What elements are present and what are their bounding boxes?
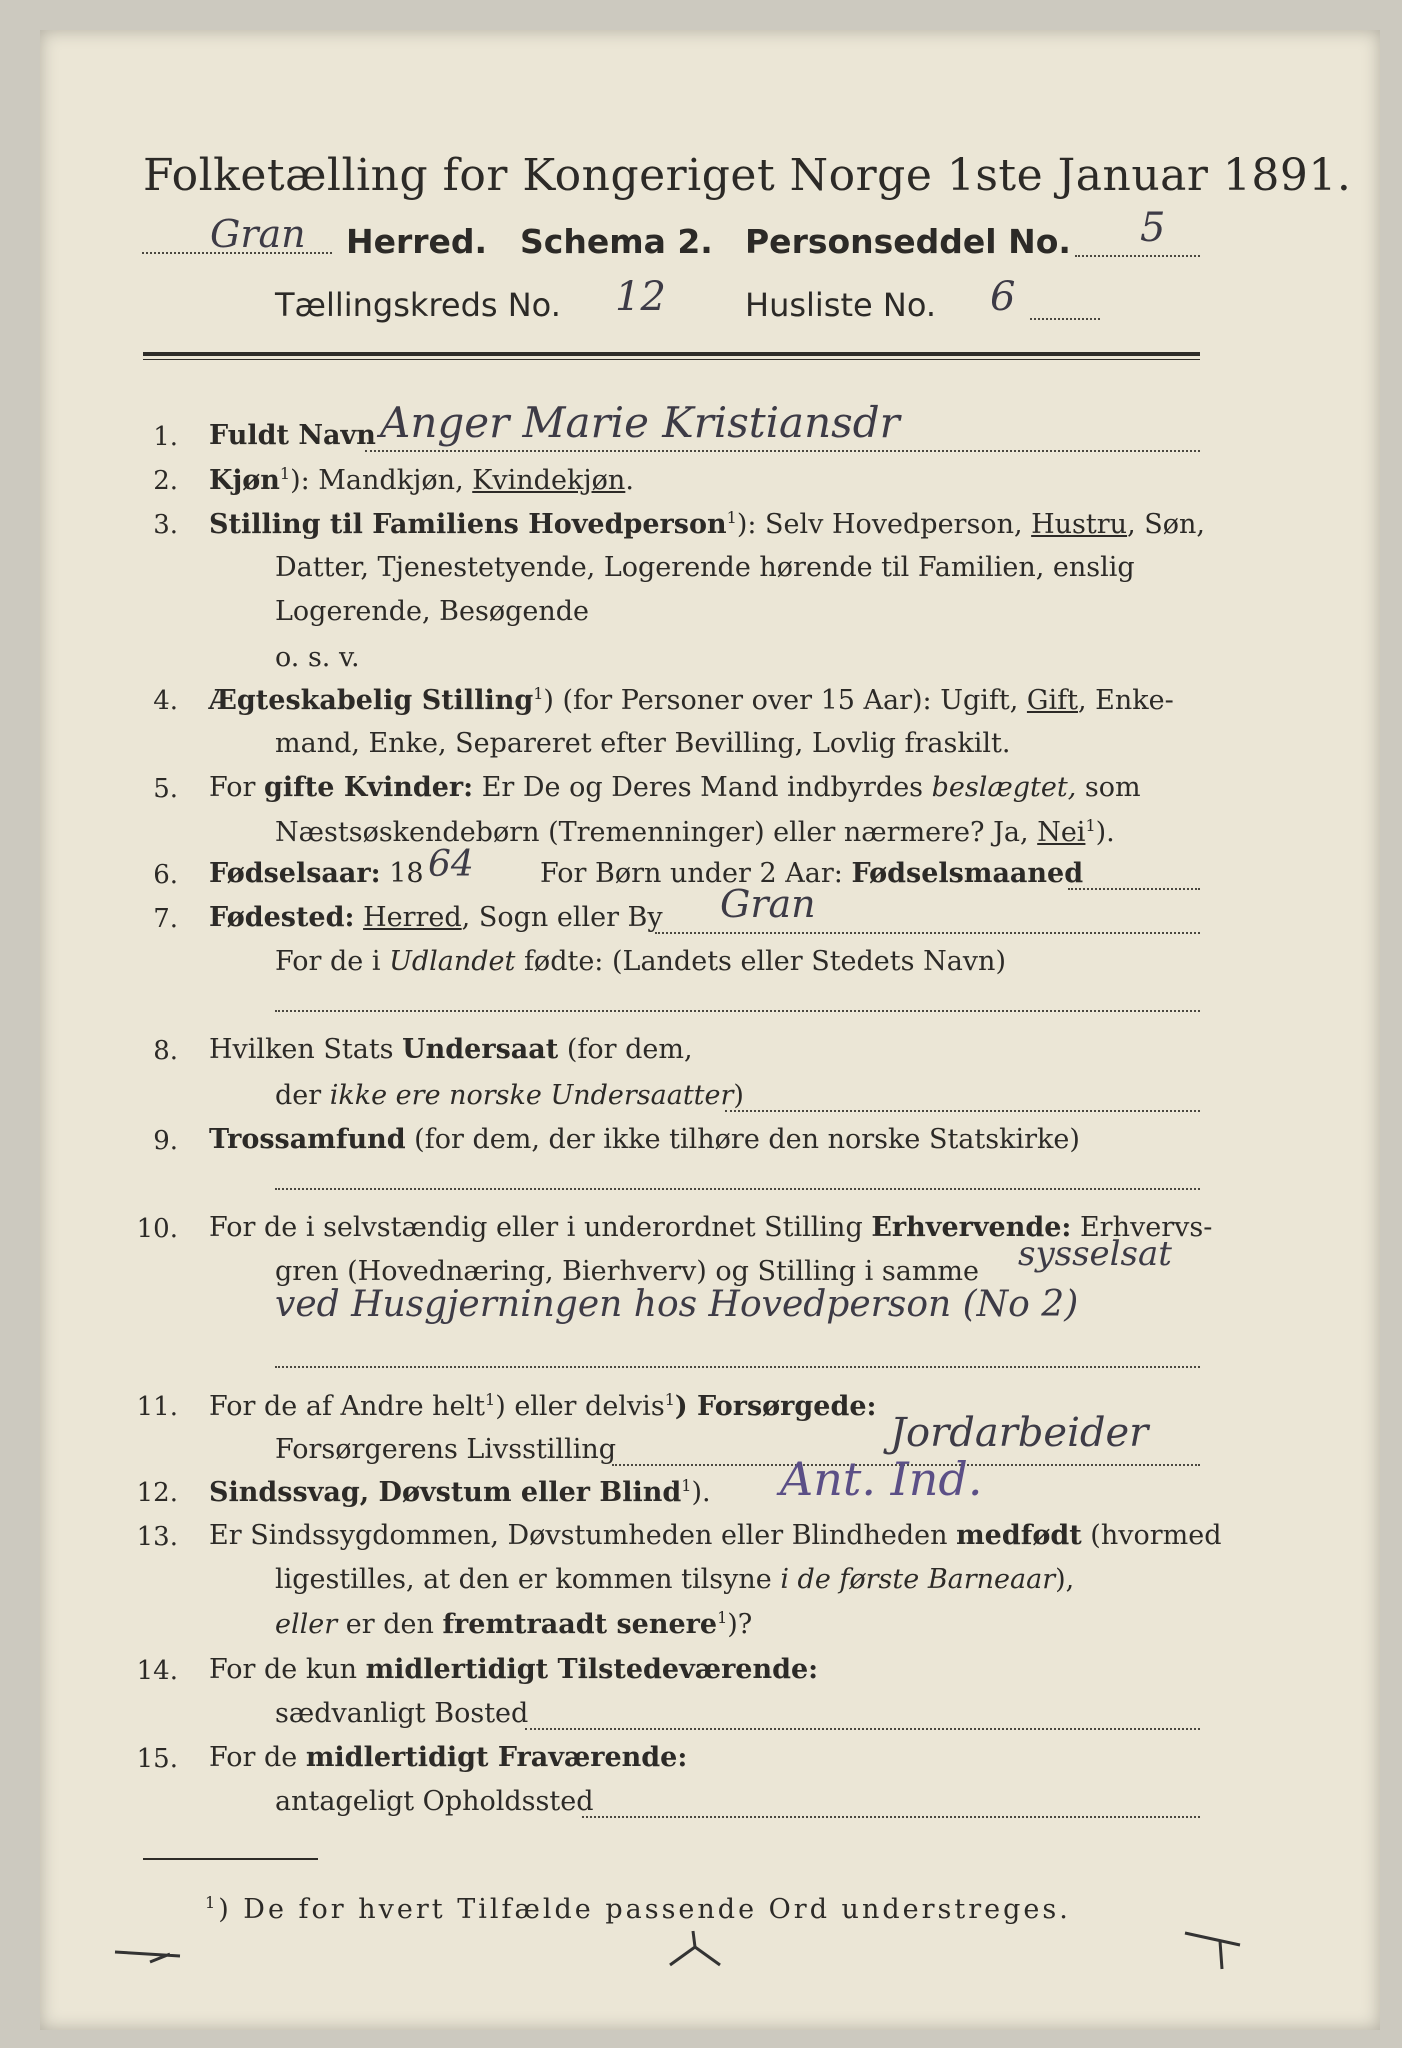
q6-year-prefix: 18 — [389, 858, 424, 889]
q13-post: (hvormed — [1081, 1520, 1222, 1551]
q5-pre: For — [209, 772, 265, 803]
q13-line2-post: ), — [1055, 1564, 1075, 1595]
q11-mid: ) eller delvis — [495, 1391, 665, 1422]
q14-dotted-line — [525, 1728, 1200, 1730]
q13-pre: Er Sindssygdommen, Døvstumheden eller Blindheden — [209, 1520, 957, 1551]
q15-line1 — [209, 1742, 687, 1773]
header-rule-thin — [143, 359, 1200, 360]
q6-label2: Fødselsmaaned — [851, 858, 1084, 889]
q8-pre: Hvilken Stats — [209, 1034, 403, 1065]
q12-value: Ant. Ind. — [780, 1452, 983, 1506]
husliste-value: 6 — [990, 274, 1016, 320]
form-title: Folketælling for Kongeriget Norge 1ste Januar 1891. — [143, 150, 1352, 201]
q3-line2: Datter, Tjenestetyende, Logerende hørende til Familien, enslig — [275, 552, 1135, 583]
q15-dotted-line — [582, 1816, 1200, 1818]
personseddel-label: Personseddel No. — [745, 222, 1071, 261]
corner-mark-center — [660, 1925, 730, 1975]
q5-post: som — [1076, 772, 1141, 803]
q8-post: (for dem, — [558, 1034, 693, 1065]
q14-pre: For de kun — [209, 1654, 366, 1685]
q13-line2 — [275, 1564, 1074, 1595]
q4-label: Ægteskabelig Stilling — [209, 685, 534, 716]
herred-label: Herred. — [346, 222, 488, 261]
q11-label: ) Forsørgede: — [674, 1391, 877, 1422]
q6-year-value: 64 — [428, 844, 474, 885]
q11-footnote-mark-2: 1 — [664, 1390, 675, 1409]
q13-footnote-mark: 1 — [717, 1608, 728, 1627]
q12-post: ). — [691, 1477, 711, 1508]
q7-selected-option: Herred — [363, 902, 462, 933]
q7-line1 — [209, 902, 663, 933]
q7-text: , Sogn eller By — [461, 902, 663, 933]
q9-text: (for dem, der ikke tilhøre den norske Statskirke) — [405, 1124, 1080, 1155]
q8-line1 — [209, 1034, 693, 1065]
q15-line2: antageligt Opholdssted — [275, 1786, 594, 1817]
census-form-sheet — [40, 30, 1380, 2030]
q10-value-2: ved Husgjerningen hos Hovedperson (No 2) — [275, 1284, 1079, 1325]
q11-pre: For de af Andre helt — [209, 1391, 486, 1422]
q6-number: 6. — [153, 860, 178, 890]
personseddel-value: 5 — [1140, 205, 1166, 251]
q10-value-1: sysselsat — [1018, 1234, 1172, 1274]
q5-footnote-mark: 1 — [1085, 816, 1096, 835]
q8-line2-italic: ikke ere norske Undersaatter — [329, 1080, 734, 1111]
q11-value: Jordarbeider — [890, 1410, 1149, 1456]
footnote — [205, 1893, 1071, 1925]
q4-number: 4. — [153, 686, 178, 716]
q9-line — [209, 1124, 1080, 1155]
q7-number: 7. — [153, 904, 178, 934]
q12-footnote-mark: 1 — [681, 1476, 692, 1495]
q11-line2: Forsørgerens Livsstilling — [275, 1434, 617, 1465]
schema-label: Schema 2. — [520, 222, 713, 261]
q13-line3 — [275, 1608, 752, 1640]
corner-mark-left — [110, 1940, 190, 1970]
kreds-label: Tællingskreds No. — [275, 286, 561, 324]
footnote-rule — [143, 1858, 318, 1860]
q10-post: Erhvervs- — [1071, 1212, 1213, 1243]
q13-label: medfødt — [956, 1520, 1082, 1551]
q5-line2-pre: Næstsøskendebørn (Tremenninger) eller nærmere? Ja, — [275, 817, 1038, 848]
header-rule — [143, 352, 1200, 356]
q1-label: Fuldt Navn — [209, 420, 376, 451]
q5-italic: beslægtet, — [931, 772, 1077, 803]
q1-name-value: Anger Marie Kristiansdr — [380, 398, 900, 447]
q2-label: Kjøn — [209, 465, 280, 496]
q13-line3-post: )? — [727, 1609, 753, 1640]
q5-number: 5. — [153, 774, 178, 804]
kreds-value: 12 — [615, 274, 666, 320]
corner-mark-right — [1180, 1925, 1250, 1975]
q13-line1 — [209, 1520, 1222, 1551]
q7-line2 — [275, 946, 1006, 977]
q11-line1 — [209, 1390, 877, 1422]
q4-options-pre: ) (for Personer over 15 Aar): Ugift, — [543, 685, 1027, 716]
q5-line2-post: ). — [1095, 817, 1115, 848]
q3-options-post: , Søn, — [1127, 509, 1205, 540]
q5-line1 — [209, 772, 1141, 803]
q13-line2-italic: i de første Barneaar — [780, 1564, 1056, 1595]
q4-line2: mand, Enke, Separeret efter Bevilling, Lovlig fraskilt. — [275, 728, 1011, 759]
q4-line1 — [209, 684, 1174, 716]
q3-selected-option: Hustru — [1031, 509, 1128, 540]
q15-label: midlertidigt Fraværende: — [305, 1742, 688, 1773]
q10-label: Erhvervende: — [871, 1212, 1072, 1243]
q8-line2 — [275, 1080, 744, 1111]
q11-number: 11. — [136, 1392, 178, 1422]
q13-line3-mid: er den — [337, 1609, 443, 1640]
q6-line — [209, 858, 424, 889]
q3-label: Stilling til Familiens Hovedperson — [209, 509, 727, 540]
q1-number: 1. — [153, 422, 178, 452]
q8-line2-pre: der — [275, 1080, 330, 1111]
q3-number: 3. — [153, 510, 178, 540]
q5-line2 — [275, 816, 1115, 848]
q13-line3-italic: eller — [275, 1609, 338, 1640]
q10-pre: For de i selvstændig eller i underordnet Stilling — [209, 1212, 872, 1243]
q13-number: 13. — [136, 1522, 178, 1552]
q7-line2-post: fødte: (Landets eller Stedets Navn) — [515, 946, 1006, 977]
q15-pre: For de — [209, 1742, 306, 1773]
q5-selected-option: Nei — [1037, 817, 1086, 848]
q3-line3: Logerende, Besøgende — [275, 596, 589, 627]
husliste-label: Husliste No. — [745, 286, 936, 324]
q3-options-pre: ): Selv Hovedperson, — [736, 509, 1032, 540]
q3-line1 — [209, 508, 1205, 540]
q4-selected-option: Gift — [1026, 685, 1078, 716]
q7-line2-pre: For de i — [275, 946, 390, 977]
q4-options-post: , Enke- — [1077, 685, 1174, 716]
q14-number: 14. — [136, 1656, 178, 1686]
q4-footnote-mark: 1 — [533, 684, 544, 703]
q7-dotted-line — [655, 932, 1200, 934]
q6-mid: For Børn under 2 Aar: — [540, 858, 852, 889]
footnote-mark: 1 — [205, 1893, 219, 1912]
q6-dotted-line — [1068, 888, 1200, 890]
q7-birthplace-value: Gran — [720, 882, 816, 926]
q12-line — [209, 1476, 711, 1508]
q3-footnote-mark: 1 — [726, 508, 737, 527]
q8-number: 8. — [153, 1036, 178, 1066]
q14-line1 — [209, 1654, 818, 1685]
herred-value: Gran — [210, 212, 306, 256]
q1-dotted-line — [365, 450, 1200, 452]
husliste-dotted-line — [1030, 318, 1100, 320]
q5-label: gifte Kvinder: — [264, 772, 474, 803]
q8-label: Undersaat — [402, 1034, 559, 1065]
footnote-text: ) De for hvert Tilfælde passende Ord understreges. — [218, 1894, 1071, 1925]
q8-line2-post: ) — [733, 1080, 744, 1111]
q8-dotted-line — [725, 1110, 1200, 1112]
q2-options-post: . — [625, 465, 634, 496]
q10-number: 10. — [136, 1214, 178, 1244]
q3-line4: o. s. v. — [275, 642, 360, 673]
q13-line2-pre: ligestilles, at den er kommen tilsyne — [275, 1564, 781, 1595]
q9-number: 9. — [153, 1126, 178, 1156]
q2-line — [209, 464, 634, 496]
q2-number: 2. — [153, 466, 178, 496]
q5-text: Er De og Deres Mand indbyrdes — [473, 772, 932, 803]
q7-dotted-line-2 — [275, 1010, 1200, 1012]
q2-footnote-mark: 1 — [279, 464, 291, 483]
q12-label: Sindssvag, Døvstum eller Blind — [209, 1477, 682, 1508]
q9-label: Trossamfund — [209, 1124, 406, 1155]
q11-footnote-mark-1: 1 — [485, 1390, 496, 1409]
q10-line2: gren (Hovednæring, Bierhverv) og Stilling i samme — [275, 1256, 980, 1287]
q15-number: 15. — [136, 1744, 178, 1774]
q14-label: midlertidigt Tilstedeværende: — [365, 1654, 819, 1685]
q12-number: 12. — [136, 1478, 178, 1508]
q14-line2: sædvanligt Bosted — [275, 1698, 529, 1729]
q7-line2-italic: Udlandet — [389, 946, 516, 977]
q7-label: Fødested: — [209, 902, 355, 933]
q2-options-pre: ): Mandkjøn, — [290, 465, 473, 496]
q9-dotted-line — [275, 1188, 1200, 1190]
q13-line3-bold: fremtraadt senere — [442, 1609, 718, 1640]
q2-selected-option: Kvindekjøn — [472, 465, 626, 496]
personseddel-dotted-line — [1075, 255, 1200, 257]
q6-label: Fødselsaar: — [209, 858, 381, 889]
q10-dotted-line — [275, 1366, 1200, 1368]
